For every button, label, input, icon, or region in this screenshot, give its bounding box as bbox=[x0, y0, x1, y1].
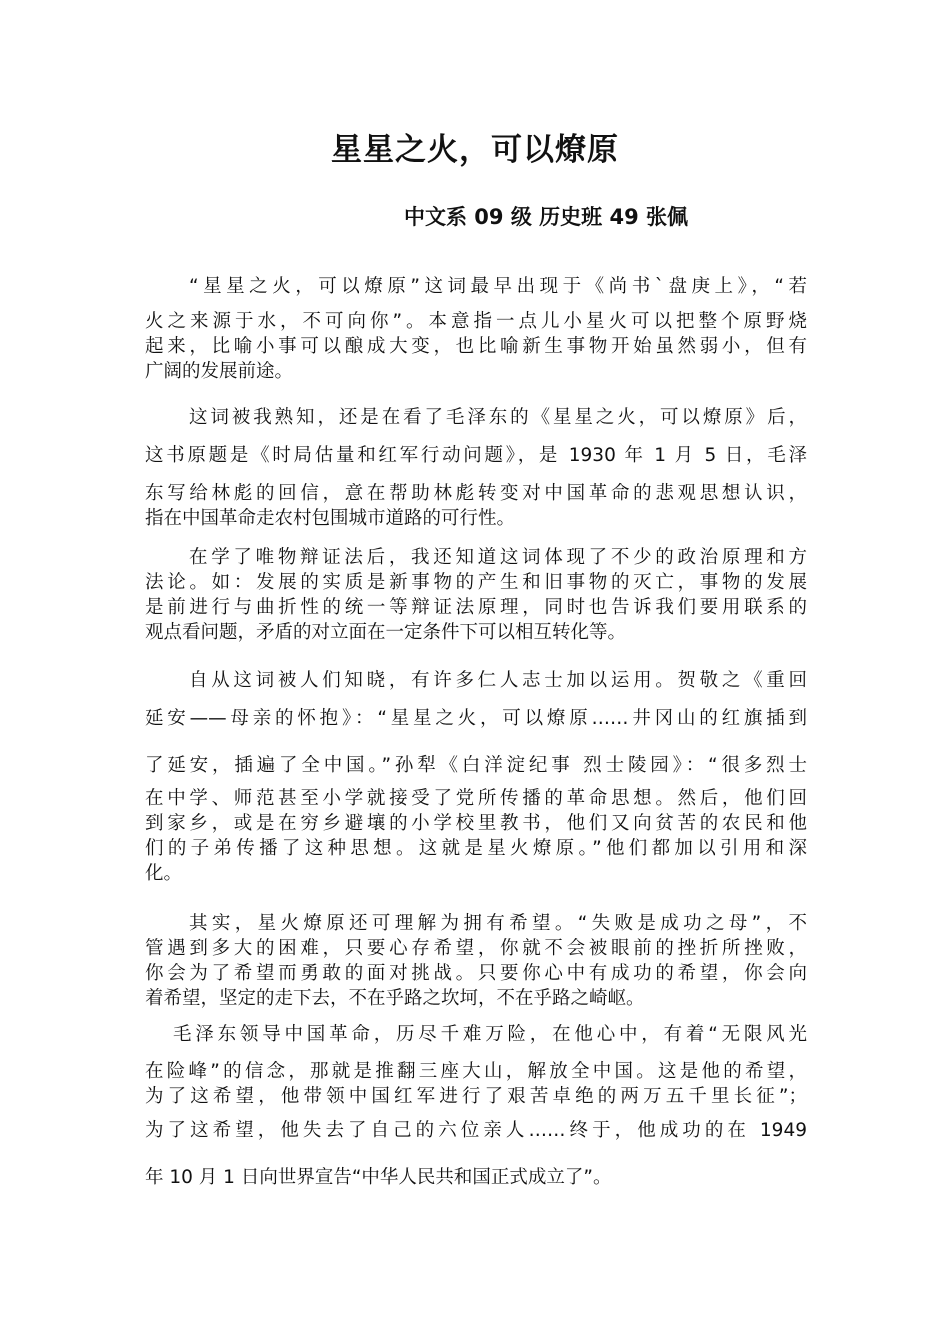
paragraph-line: 观点看问题，矛盾的对立面在一定条件下可以相互转化等。 bbox=[145, 622, 627, 643]
paragraph-line: 法论。如：发展的实质是新事物的产生和旧事物的灭亡，事物的发展 bbox=[145, 572, 807, 593]
paragraph-line: 广阔的发展前途。 bbox=[145, 361, 294, 382]
paragraph-line: 东写给林彪的回信，意在帮助林彪转变对中国革命的悲观思想认识， bbox=[145, 483, 807, 504]
paragraph-line: 在学了唯物辩证法后，我还知道这词体现了不少的政治原理和方 bbox=[189, 547, 807, 568]
paragraph-line: 了延安，插遍了全中国。”孙犁《白洋淀纪事 烈士陵园》：“很多烈士 bbox=[145, 755, 807, 776]
paragraph-line: 们的子弟传播了这种思想。这就是星火燎原。”他们都加以引用和深 bbox=[145, 838, 807, 859]
paragraph-6 bbox=[145, 1022, 807, 1190]
paragraph-line: 其实，星火燎原还可理解为拥有希望。“失败是成功之母”，不 bbox=[189, 913, 807, 934]
paragraph-line: 着希望，坚定的走下去，不在乎路之坎坷，不在乎路之崎岖。 bbox=[145, 988, 645, 1009]
paragraph-line: 你会为了希望而勇敢的面对挑战。只要你心中有成功的希望，你会向 bbox=[145, 963, 807, 984]
paragraph-3 bbox=[145, 545, 807, 645]
paragraph-line: 这书原题是《时局估量和红军行动问题》，是 1930 年 1 月 5 日，毛泽 bbox=[145, 445, 807, 466]
paragraph-line: 在中学、师范甚至小学就接受了党所传播的革命思想。然后，他们回 bbox=[145, 788, 807, 809]
paragraph-line: 在险峰”的信念，那就是推翻三座大山，解放全中国。这是他的希望， bbox=[145, 1061, 807, 1082]
paragraph-1 bbox=[145, 274, 807, 384]
document-title: 星星之火，可以燎原 bbox=[331, 132, 619, 168]
paragraph-line: 到家乡，或是在穷乡避壤的小学校里教书，他们又向贫苦的农民和他 bbox=[145, 813, 807, 834]
paragraph-line: 为了这希望，他失去了自己的六位亲人……终于，他成功的在 1949 bbox=[145, 1120, 807, 1141]
paragraph-line: 年 10 月 1 日向世界宣告“中华人民共和国正式成立了”。 bbox=[145, 1167, 612, 1188]
paragraph-4 bbox=[145, 668, 807, 886]
paragraph-line: 火之来源于水，不可向你”。本意指一点儿小星火可以把整个原野烧 bbox=[145, 311, 807, 332]
paragraph-line: 为了这希望，他带领中国红军进行了艰苦卓绝的两万五千里长征”； bbox=[145, 1086, 807, 1107]
paragraph-line: 是前进行与曲折性的统一等辩证法原理，同时也告诉我们要用联系的 bbox=[145, 597, 807, 618]
author-line: 中文系 09 级 历史班 49 张佩 bbox=[404, 205, 689, 229]
paragraph-line: 自从这词被人们知晓，有许多仁人志士加以运用。贺敬之《重回 bbox=[189, 670, 807, 691]
paragraph-line: 毛泽东领导中国革命，历尽千难万险，在他心中，有着“无限风光 bbox=[173, 1024, 807, 1045]
paragraph-line: 这词被我熟知，还是在看了毛泽东的《星星之火，可以燎原》后， bbox=[189, 407, 807, 428]
paragraph-line: 管遇到多大的困难，只要心存希望，你就不会被眼前的挫折所挫败， bbox=[145, 938, 807, 959]
paragraph-line: “星星之火，可以燎原”这词最早出现于《尚书`盘庚上》，“若 bbox=[189, 276, 807, 297]
paragraph-5 bbox=[145, 911, 807, 1011]
paragraph-line: 起来，比喻小事可以酿成大变，也比喻新生事物开始虽然弱小，但有 bbox=[145, 336, 807, 357]
paragraph-line: 指在中国革命走农村包围城市道路的可行性。 bbox=[145, 508, 516, 529]
paragraph-line: 化。 bbox=[145, 863, 183, 884]
paragraph-2 bbox=[145, 405, 807, 531]
paragraph-line: 延安——母亲的怀抱》：“星星之火，可以燎原……井冈山的红旗插到 bbox=[145, 708, 807, 729]
